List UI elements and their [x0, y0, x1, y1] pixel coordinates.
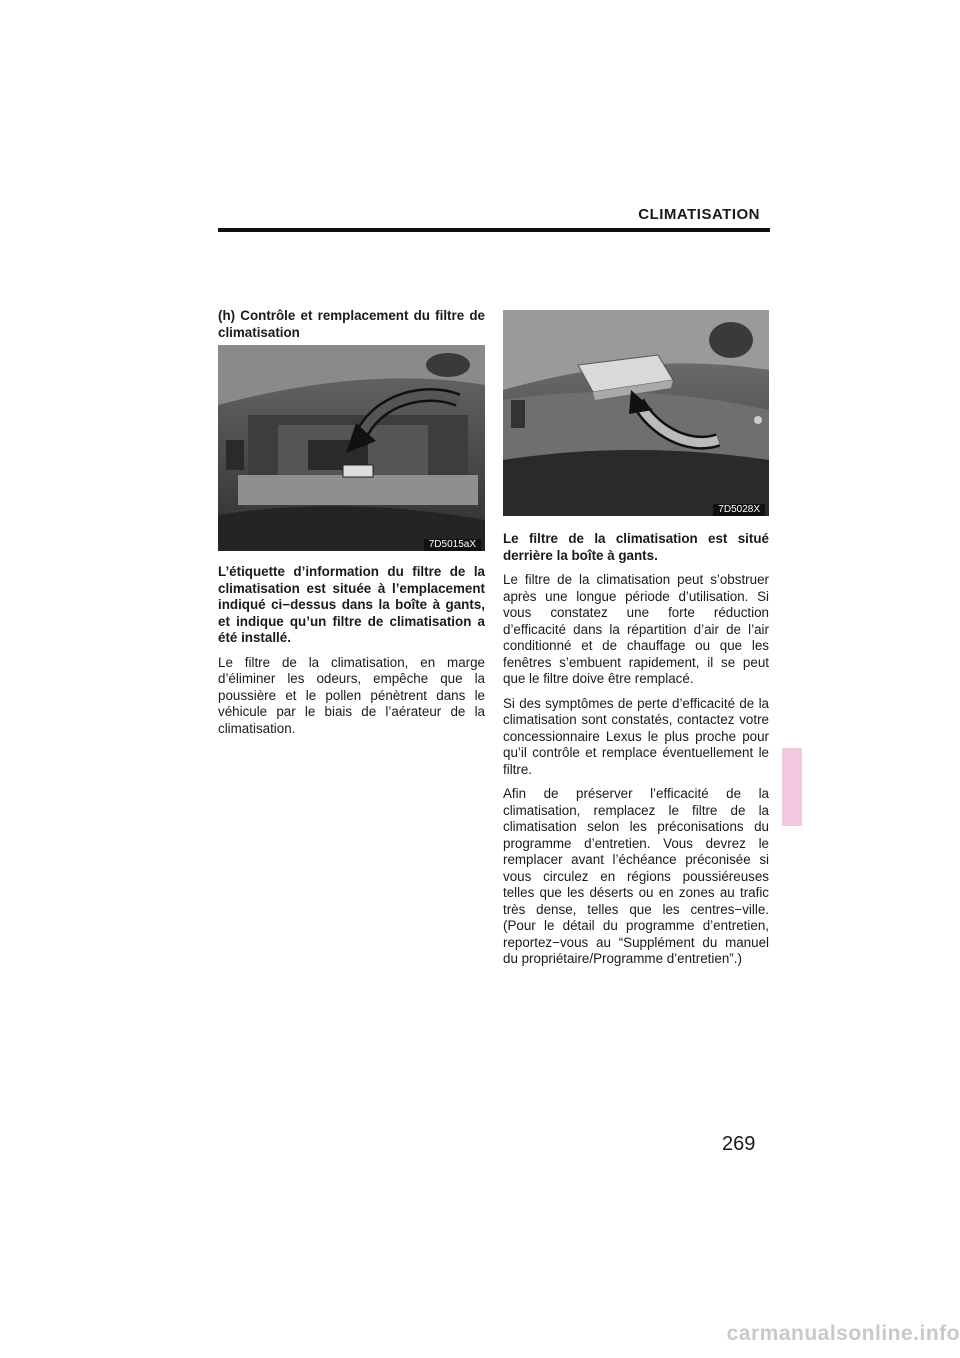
page-number: 269 — [722, 1133, 756, 1155]
body-paragraph: Si des symptômes de perte d’efficacité de la climatisation sont constatés, contactez votre concessionnaire Lexus le plus proche pour qu’il contrôle et remplace éventuellement le filtre. — [503, 695, 769, 777]
bold-paragraph: L’étiquette d’information du filtre de la climatisation est située à l’emplacement indiqué ci−dessus dans la boîte à gants, et indique qu’un filtre de climatisation a été installé. — [218, 564, 485, 645]
right-column-body — [503, 531, 769, 976]
body-paragraph: Le filtre de la climatisation, en marge d’éliminer les odeurs, empêche que la poussière et le pollen pénètrent dans le véhicule par le biais de l’aérateur de la climatisation. — [218, 654, 485, 736]
left-column-body — [218, 564, 485, 745]
watermark: carmanualsonline.info — [726, 1322, 960, 1345]
body-paragraph: Le filtre de la climatisation peut s’obstruer après une longue période d’utilisation. Si vous constatez une forte réduction d’efficacité dans la répartition d’air de l’air conditionné et de chauffage ou que les fenêtres s’embuent rapidement, il se peut que le filtre doive être remplacé. — [503, 572, 769, 686]
left-column — [218, 308, 485, 349]
filter-illustration — [503, 310, 769, 516]
filter-figure — [503, 310, 769, 516]
chapter-side-tab — [782, 748, 802, 826]
bold-paragraph: Le filtre de la climatisation est situé derrière la boîte à gants. — [503, 531, 769, 563]
header-rule — [218, 228, 770, 232]
glovebox-figure — [218, 345, 485, 551]
page-header-title: CLIMATISATION — [638, 206, 760, 223]
glovebox-illustration — [218, 345, 485, 551]
body-paragraph: Afin de préserver l’efficacité de la climatisation, remplacez le filtre de la climatisation selon les préconisations du programme d’entretien. Vous devrez le remplacer avant l’échéance préconisée si vous circulez en régions poussiéreuses telles que les déserts ou en zones au trafic très dense, telles que les centres−ville. (Pour le détail du programme d’entretien, reportez−vous au “Supplément du manuel du propriétaire/Programme d’entretien”.) — [503, 786, 769, 966]
figure-code-label: 7D5015aX — [424, 539, 481, 551]
figure-code-label: 7D5028X — [713, 504, 765, 516]
section-heading: (h) Contrôle et remplacement du filtre de climatisation — [218, 308, 485, 340]
